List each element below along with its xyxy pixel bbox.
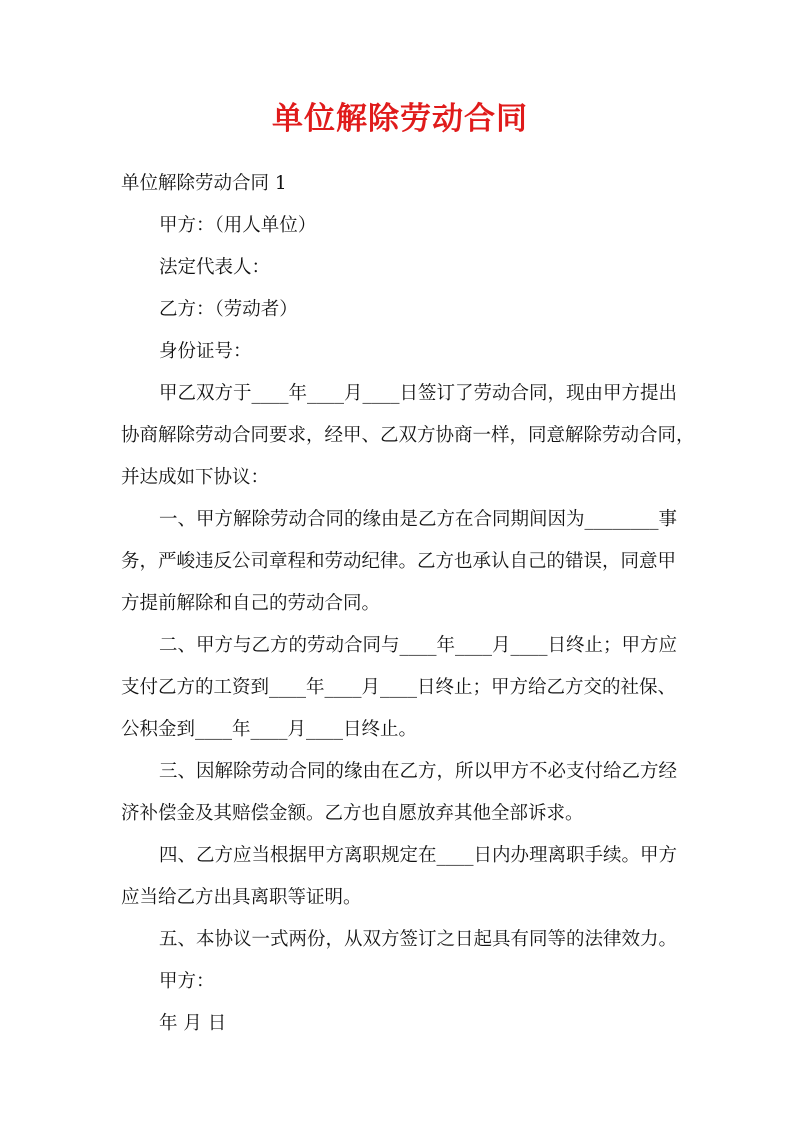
party-b-line: 乙方：（劳动者） (159, 299, 298, 320)
clause-2-line-2: 支付乙方的工资到____年____月____日终止；甲方给乙方交的社保、 (121, 677, 677, 698)
clause-1-line-1: 一、甲方解除劳动合同的缘由是乙方在合同期间因为________事 (159, 509, 678, 530)
intro-paragraph-line-1: 甲乙双方于____年____月____日签订了劳动合同，现由甲方提出 (159, 383, 678, 404)
clause-5-line: 五、本协议一式两份，从双方签订之日起具有同等的法律效力。 (159, 929, 678, 950)
clause-1-line-2: 务，严峻违反公司章程和劳动纪律。乙方也承认自己的错误，同意甲 (121, 551, 677, 572)
party-a-line: 甲方：（用人单位） (159, 215, 317, 236)
document-subtitle: 单位解除劳动合同 1 (121, 173, 287, 194)
clause-4-line-2: 应当给乙方出具离职等证明。 (121, 887, 362, 908)
clause-2-line-3: 公积金到____年____月____日终止。 (121, 719, 418, 740)
clause-4-line-1: 四、乙方应当根据甲方离职规定在____日内办理离职手续。甲方 (159, 845, 678, 866)
clause-3-line-1: 三、因解除劳动合同的缘由在乙方，所以甲方不必支付给乙方经 (159, 761, 678, 782)
document-title: 单位解除劳动合同 (272, 101, 528, 137)
id-number-line: 身份证号： (159, 341, 252, 362)
clause-2-line-1: 二、甲方与乙方的劳动合同与____年____月____日终止；甲方应 (159, 635, 678, 656)
legal-representative-line: 法定代表人： (159, 257, 271, 278)
clause-3-line-2: 济补偿金及其赔偿金额。乙方也自愿放弃其他全部诉求。 (121, 803, 584, 824)
signature-party-a: 甲方： (159, 971, 215, 992)
signature-date: 年 月 日 (159, 1013, 227, 1034)
clause-1-line-3: 方提前解除和自己的劳动合同。 (121, 593, 381, 614)
intro-paragraph-line-2: 协商解除劳动合同要求，经甲、乙双方协商一样，同意解除劳动合同， (121, 425, 695, 446)
document-body (121, 163, 695, 1045)
intro-paragraph-line-3: 并达成如下协议： (121, 467, 270, 488)
